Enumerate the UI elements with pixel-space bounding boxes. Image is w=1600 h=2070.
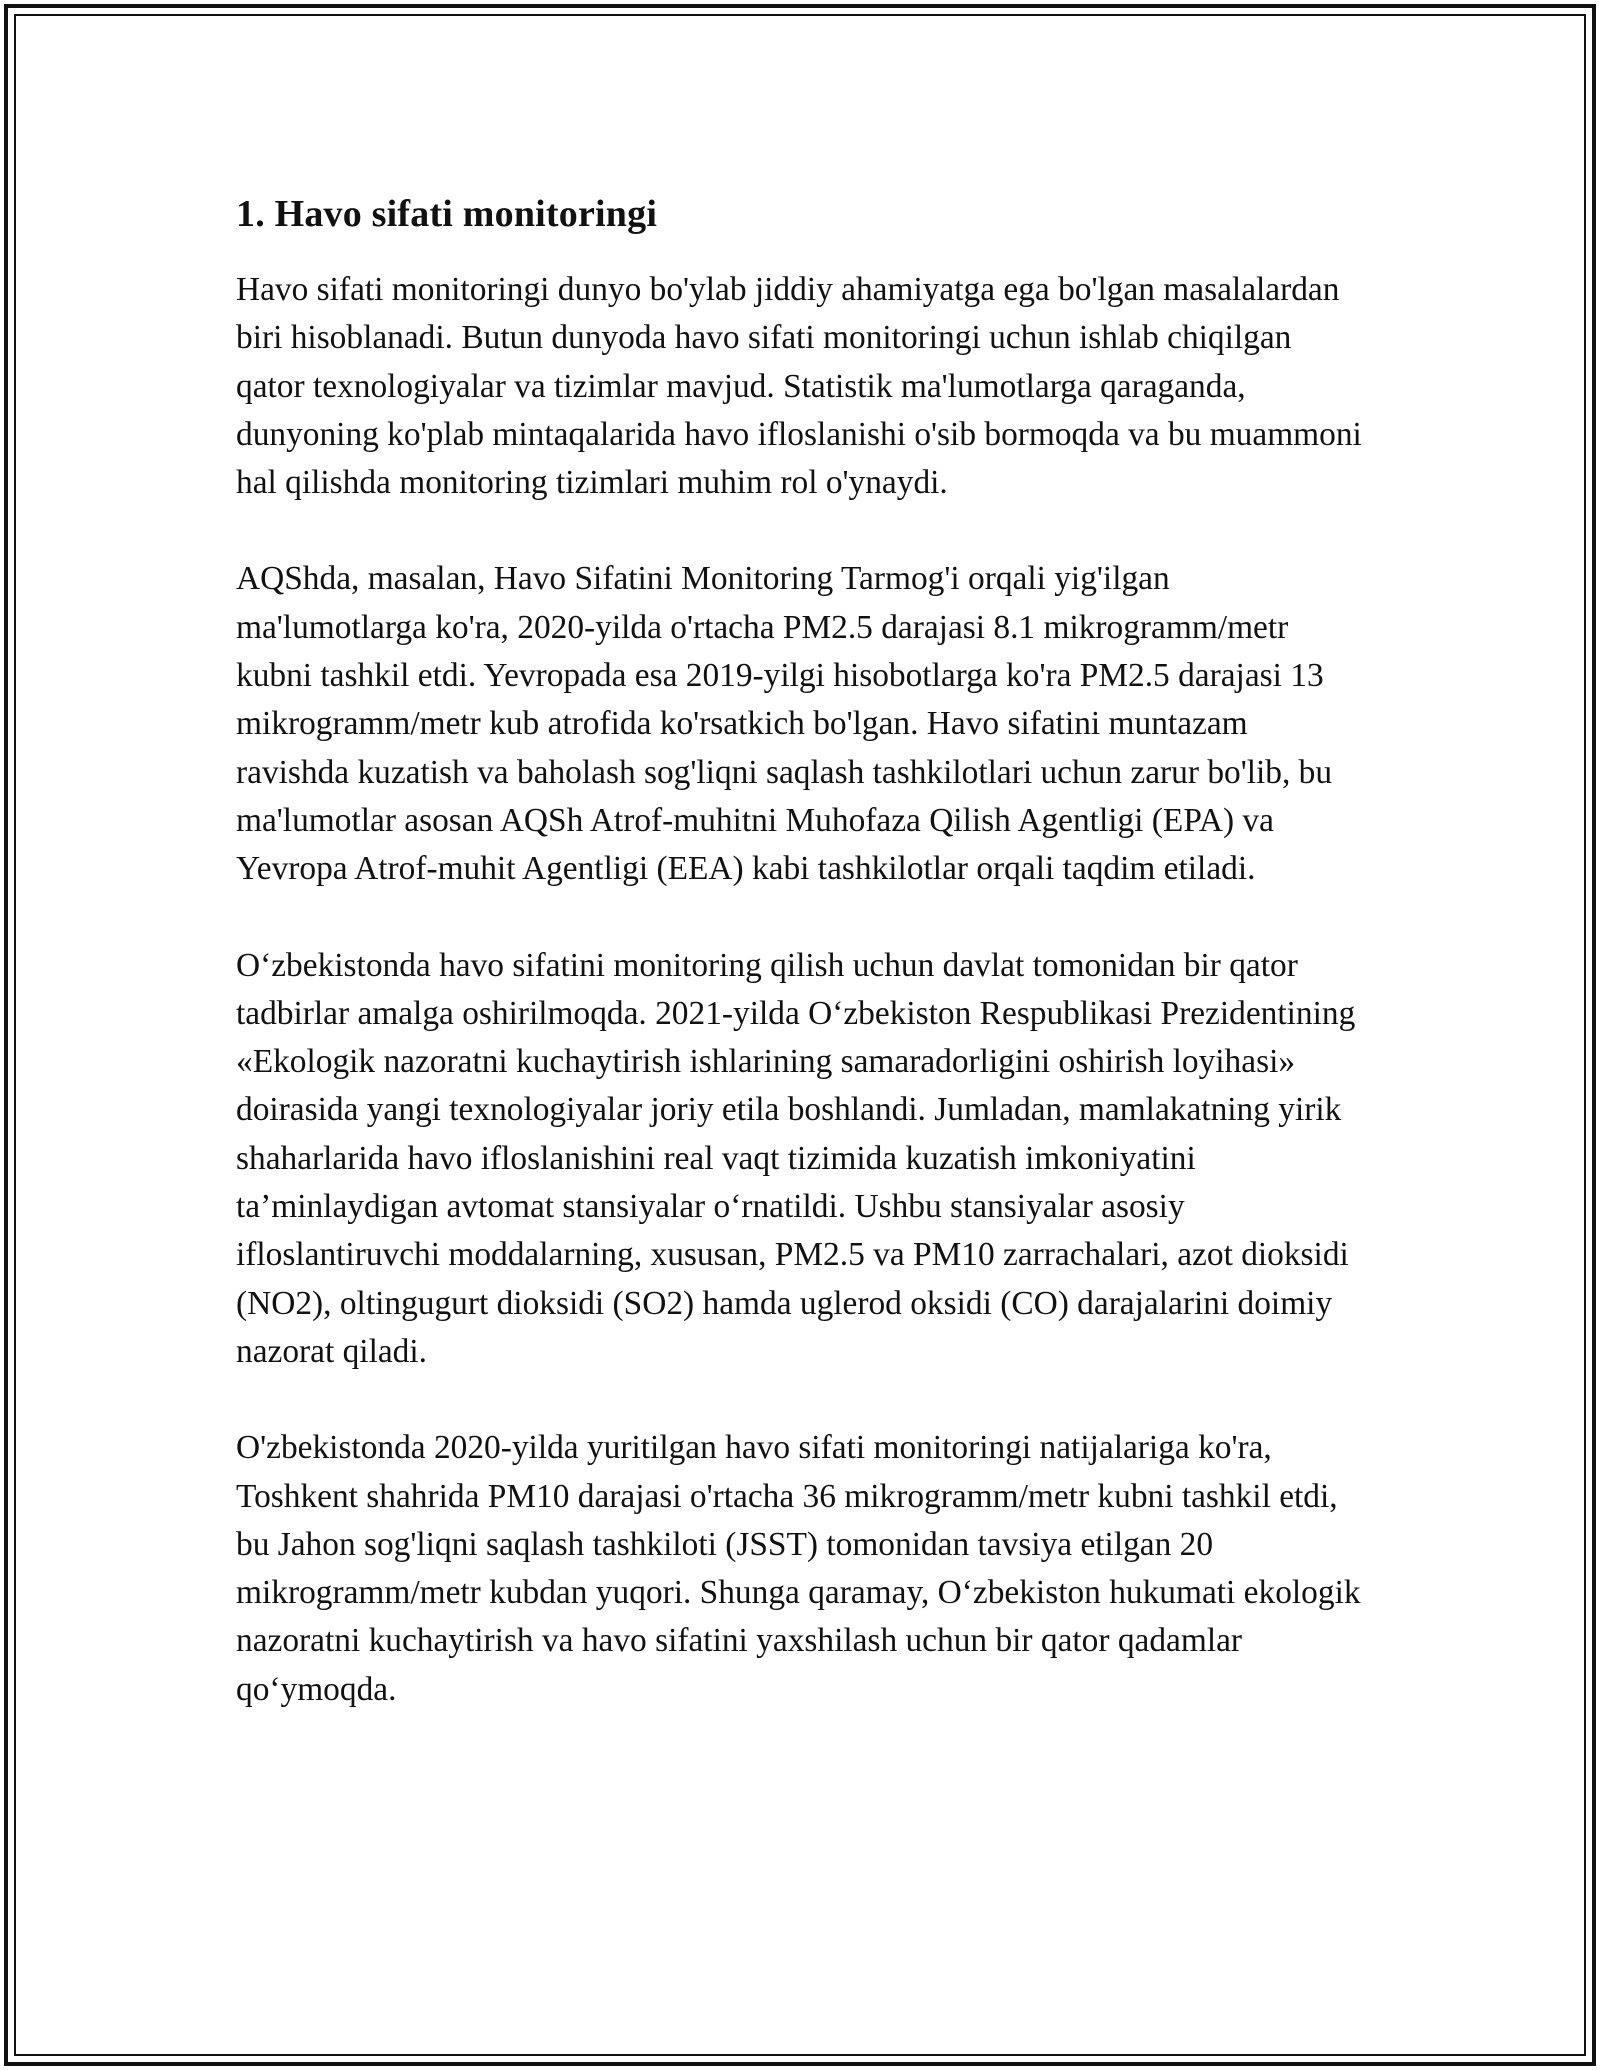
paragraph-usa-europe: AQShda, masalan, Havo Sifatini Monitoring Tarmog'i orqali yig'ilgan ma'lumotlarga ko'ra, 2020-yilda o'rtacha PM2.5 darajasi 8.1 mikrogramm/metr kubni tashkil etdi. Yevropada esa 2019-yilgi hisobotlarga ko'ra PM2.5 darajasi 13 mikrogramm/metr kub atrofida ko'rsatkich bo'lgan. Havo sifatini muntazam ravishda kuzatish va baholash sog'liqni saqlash tashkilotlari uchun zarur bo'lib, bu ma'lumotlar asosan AQSh Atrof-muhitni Muhofaza Qilish Agentligi (EPA) va Yevropa Atrof-muhit Agentligi (EEA) kabi tashkilotlar orqali taqdim etiladi. — [236, 560, 1333, 888]
document-body — [236, 188, 1366, 1762]
paragraph-uzbekistan-measures: O‘zbekistonda havo sifatini monitoring qilish uchun davlat tomonidan bir qator tadbirlar amalga oshirilmoqda. 2021-yilda O‘zbekiston Respublikasi Prezidentining «Ekologik nazoratni kuchaytirish ishlarining samaradorligini oshirish loyihasi» doirasida yangi texnologiyalar joriy etila boshlandi. Jumladan, mamlakatning yirik shaharlarida havo ifloslanishini real vaqt tizimida kuzatish imkoniyatini ta’minlaydigan avtomat stansiyalar o‘rnatildi. Ushbu stansiyalar asosiy ifloslantiruvchi moddalarning, xususan, PM2.5 va PM10 zarrachalari, azot dioksidi (NO2), oltingugurt dioksidi (SO2) hamda uglerod oksidi (CO) darajalarini doimiy nazorat qiladi. — [236, 946, 1356, 1370]
section-heading: 1. Havo sifati monitoringi — [236, 193, 658, 235]
paragraph-tashkent-results: O'zbekistonda 2020-yilda yuritilgan havo sifati monitoringi natijalariga ko'ra, Toshkent shahrida PM10 darajasi o'rtacha 36 mikrogramm/metr kubni tashkil etdi, bu Jahon sog'liqni saqlash tashkiloti (JSST) tomonidan tavsiya etilgan 20 mikrogramm/metr kubdan yuqori. Shunga qaramay, O‘zbekiston hukumati ekologik nazoratni kuchaytirish va havo sifatini yaxshilash uchun bir qator qadamlar qo‘ymoqda. — [236, 1429, 1361, 1708]
paragraph-global-overview: Havo sifati monitoringi dunyo bo'ylab jiddiy ahamiyatga ega bo'lgan masalalardan biri hisoblanadi. Butun dunyoda havo sifati monitoringi uchun ishlab chiqilgan qator texnologiyalar va tizimlar mavjud. Statistik ma'lumotlarga qaraganda, dunyoning ko'plab mintaqalarida havo ifloslanishi o'sib bormoqda va bu muammoni hal qilishda monitoring tizimlari muhim rol o'ynaydi. — [236, 271, 1362, 502]
